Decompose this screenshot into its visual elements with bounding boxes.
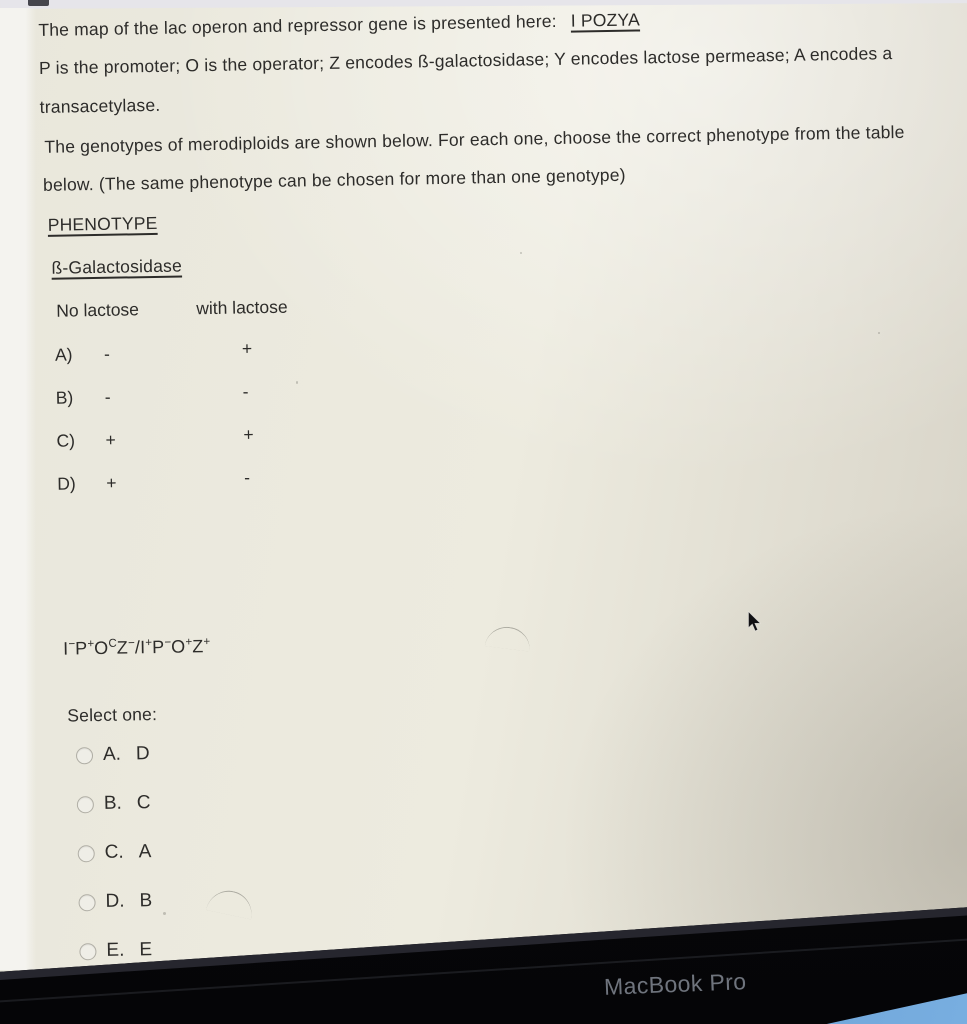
galactosidase-subheading: ß-Galactosidase: [51, 255, 183, 278]
allele-superscript: −: [164, 636, 172, 649]
with-lactose-value: +: [243, 424, 254, 445]
allele-superscript: −: [127, 637, 135, 650]
option-letter: D.: [105, 890, 125, 912]
gene-symbol: I: [62, 638, 69, 659]
table-row: [44, 469, 344, 496]
gene-description-line1: P is the promoter; O is the operator; Z encodes ß-galactosidase; Y encodes lactose permease; A encodes a: [38, 43, 893, 78]
quiz-question-area: [36, 0, 967, 1000]
no-lactose-value: -: [104, 386, 111, 407]
answer-option-d[interactable]: [78, 890, 152, 913]
allele-superscript: +: [203, 636, 211, 649]
with-lactose-value: -: [244, 467, 251, 488]
table-header-row: [41, 296, 341, 323]
allele-superscript: C: [108, 637, 117, 650]
no-lactose-value: +: [105, 429, 116, 450]
dust-speck: [163, 912, 166, 915]
phenotype-heading: PHENOTYPE: [47, 212, 158, 235]
row-label: D): [57, 473, 76, 494]
row-label: C): [56, 430, 76, 451]
row-label: A): [54, 344, 73, 365]
answer-option-b[interactable]: [77, 792, 151, 815]
table-row: [43, 383, 343, 410]
question-intro-text: The map of the lac operon and repressor gene is presented here:: [38, 10, 557, 40]
select-one-prompt: Select one:: [67, 703, 158, 726]
gene-symbol: Z: [116, 637, 129, 658]
gene-description-line2: transacetylase.: [39, 94, 161, 117]
option-letter: B.: [103, 792, 122, 814]
allele-superscript: −: [68, 638, 76, 651]
radio-button[interactable]: [77, 796, 94, 813]
option-value: C: [136, 792, 151, 814]
answer-option-e[interactable]: [79, 939, 152, 962]
macbook-pro-logo: MacBook Pro: [603, 968, 747, 1000]
column-header-with-lactose: with lactose: [196, 296, 288, 319]
dust-speck: [520, 252, 522, 254]
radio-button[interactable]: [79, 943, 96, 960]
radio-button[interactable]: [78, 894, 95, 911]
column-header-no-lactose: No lactose: [56, 299, 140, 321]
answer-option-c[interactable]: [78, 841, 152, 864]
gene-symbol: P: [75, 638, 88, 659]
allele-superscript: +: [145, 637, 153, 650]
gene-symbol: P: [151, 636, 165, 658]
allele-superscript: +: [87, 638, 95, 651]
radio-button[interactable]: [76, 747, 93, 764]
no-lactose-value: -: [103, 343, 111, 364]
option-value: E: [139, 939, 153, 961]
gene-symbol: O: [171, 636, 186, 657]
table-row: [42, 340, 342, 367]
with-lactose-value: +: [241, 338, 253, 359]
dust-speck: [296, 381, 298, 384]
option-letter: C.: [104, 841, 124, 863]
table-row: [43, 426, 343, 453]
radio-button[interactable]: [78, 845, 95, 862]
dust-speck: [878, 332, 880, 334]
answer-option-a[interactable]: [76, 743, 150, 766]
top-edge-artifact: [28, 0, 49, 6]
option-value: B: [139, 890, 153, 912]
page-left-margin: [0, 8, 36, 970]
operon-map-notation: I POZYA: [570, 9, 641, 31]
with-lactose-value: -: [242, 381, 249, 402]
option-value: A: [138, 841, 152, 863]
instructions-line1: The genotypes of merodiploids are shown below. For each one, choose the correct phenotype from the table: [44, 121, 905, 157]
gene-symbol: /I: [134, 637, 146, 658]
row-label: B): [55, 387, 74, 408]
option-letter: A.: [102, 743, 122, 765]
instructions-line2: below. (The same phenotype can be chosen for more than one genotype): [42, 164, 626, 195]
gene-symbol: Z: [192, 636, 204, 657]
genotype-expression: [63, 636, 210, 660]
question-intro: [38, 9, 640, 40]
option-value: D: [135, 743, 150, 765]
option-letter: E.: [106, 939, 125, 961]
no-lactose-value: +: [106, 472, 117, 493]
gene-symbol: O: [94, 637, 109, 659]
mouse-cursor-icon: [747, 611, 762, 633]
allele-superscript: +: [185, 636, 193, 649]
